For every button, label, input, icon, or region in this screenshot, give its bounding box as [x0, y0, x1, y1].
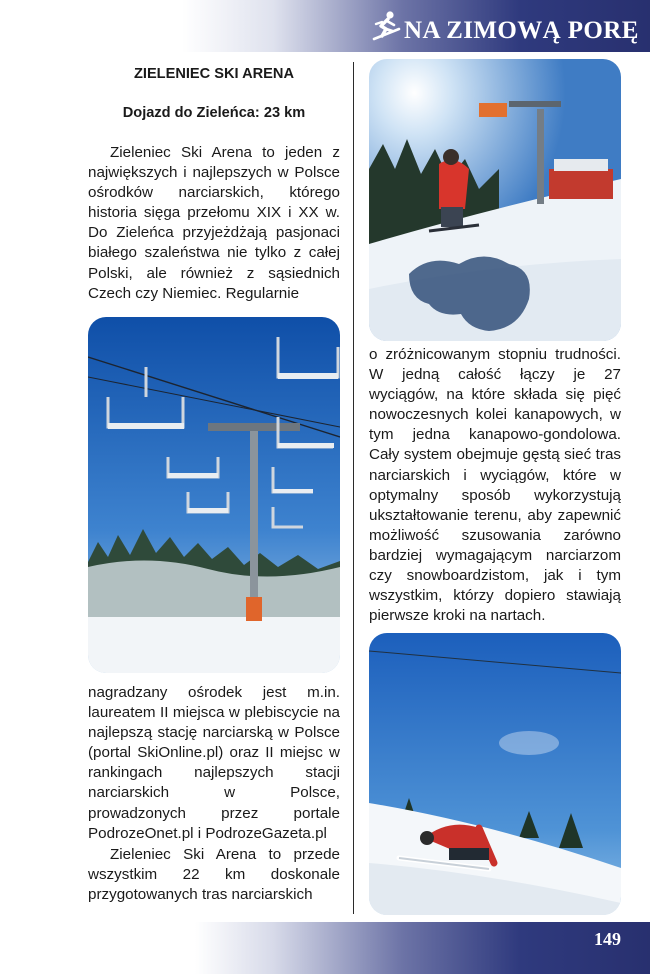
paragraph-awards: nagradzany ośrodek jest m.in. laureatem II miejsca w plebiscycie na najlepszą stację narciarską w Polsce (portal SkiOnline.pl) oraz II miejsc w rankingach najlepszych stacji narciarskich w Polsce, prowadzonych przez portale PodrozeOnet.pl i PodrozeGazeta.pl — [88, 684, 340, 842]
chapter-title: NA ZIMOWĄ PORĘ — [404, 17, 639, 44]
chapter-header-band — [0, 0, 650, 52]
paragraph-lifts: o zróżnicowanym stopniu trudności. W jedną całość łączy je 27 wyciągów, na które składa się pięć nowoczesnych kolei kanapowych, w tym jedna kanapowo-gondolowa. Cały system obejmuje gęstą sieć tras narciarskich i wyciągów, które w optymalny sposób wykorzystują ukształtowanie terenu, aby zapewnić możliwość szusowania zarówno bardziej wymagającym narciarzom czy snowboardzistom, jak i tym wszystkim, którzy dopiero stawiają pierwsze kroki na nartach. — [369, 346, 621, 625]
snowboarder-photo — [369, 633, 621, 915]
footer-band — [0, 922, 650, 974]
skier-icon — [368, 9, 402, 43]
section-subtitle: Dojazd do Zieleńca: 23 km — [122, 105, 306, 121]
column-divider — [353, 62, 354, 914]
paragraph-intro: Zieleniec Ski Arena to jeden z największych i najlepszych w Polsce ośrodków narciarskich, którego historia sięga przełomu XIX i XX w. Do Zieleńca przyjeżdżają pasjonaci białego szaleństwa nie tylko z całej Polski, ale również z sąsiednich Czech czy Niemiec. Regularnie — [88, 144, 340, 302]
chairlift-photo — [88, 317, 340, 673]
page-number: 149 — [594, 929, 621, 949]
skier-shadow-photo — [369, 59, 621, 341]
paragraph-trails: Zieleniec Ski Arena to przede wszystkim 22 km doskonale przygotowanych tras narciarskich — [88, 846, 340, 904]
section-title: ZIELENIEC SKI ARENA — [133, 66, 294, 82]
